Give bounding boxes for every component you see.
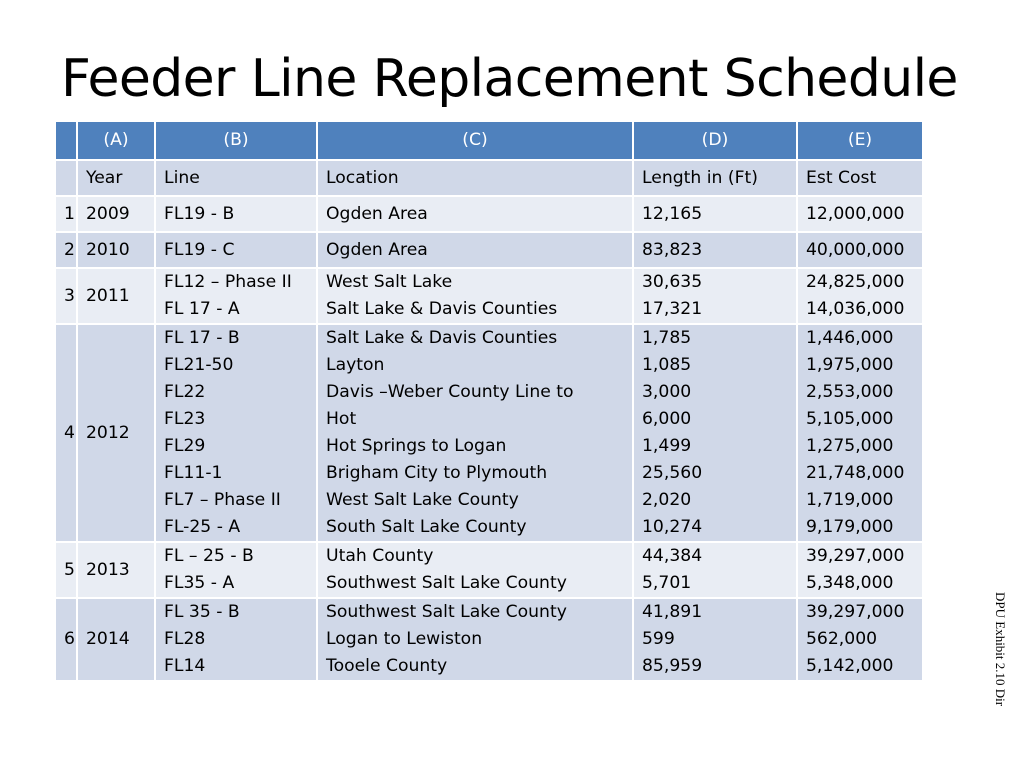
table-row xyxy=(55,598,923,681)
row-number-cell: 6 xyxy=(55,598,77,681)
table-row xyxy=(55,232,923,268)
line-entry: FL11-1 xyxy=(164,463,223,483)
year-cell: 2014 xyxy=(77,598,155,681)
location-entry: Hot xyxy=(326,409,357,429)
location-cell xyxy=(317,268,633,324)
length-cell xyxy=(633,542,797,598)
length-cell xyxy=(633,196,797,232)
length-cell xyxy=(633,324,797,542)
line-entry: FL 17 - A xyxy=(164,299,240,319)
location-entry: Logan to Lewiston xyxy=(326,629,483,649)
length-entry: 17,321 xyxy=(642,299,703,319)
line-cell xyxy=(155,598,317,681)
location-entry: Brigham City to Plymouth xyxy=(326,463,548,483)
length-entry: 12,165 xyxy=(642,203,703,224)
length-entry: 1,499 xyxy=(642,436,692,456)
line-entry: FL14 xyxy=(164,656,206,676)
length-entry: 6,000 xyxy=(642,409,692,429)
cost-entry: 1,719,000 xyxy=(806,490,894,510)
length-entry: 85,959 xyxy=(642,656,703,676)
year-cell: 2012 xyxy=(77,324,155,542)
table-row xyxy=(55,196,923,232)
column-letter-c: (C) xyxy=(317,121,633,160)
schedule-table xyxy=(54,120,924,682)
length-entry: 41,891 xyxy=(642,602,703,622)
line-entry: FL19 - C xyxy=(164,239,235,260)
line-entry: FL21-50 xyxy=(164,355,234,375)
table-header-row xyxy=(55,121,923,160)
length-entry: 10,274 xyxy=(642,517,703,537)
exhibit-label: DPU Exhibit 2.10 Dir xyxy=(993,592,1008,707)
location-entry: West Salt Lake xyxy=(326,272,453,292)
location-cell xyxy=(317,232,633,268)
table-row xyxy=(55,542,923,598)
length-entry: 3,000 xyxy=(642,382,692,402)
line-cell xyxy=(155,542,317,598)
column-name-year: Year xyxy=(77,160,155,196)
line-cell xyxy=(155,196,317,232)
cost-entry: 2,553,000 xyxy=(806,382,894,402)
cost-entry: 21,748,000 xyxy=(806,463,905,483)
line-entry: FL 35 - B xyxy=(164,602,240,622)
length-entry: 2,020 xyxy=(642,490,692,510)
length-entry: 1,085 xyxy=(642,355,692,375)
cost-cell xyxy=(797,196,923,232)
cost-entry: 562,000 xyxy=(806,629,878,649)
column-letter-a: (A) xyxy=(77,121,155,160)
location-cell xyxy=(317,542,633,598)
page-title: Feeder Line Replacement Schedule xyxy=(61,49,958,109)
cost-cell xyxy=(797,324,923,542)
cost-entry: 9,179,000 xyxy=(806,517,894,537)
location-entry: Tooele County xyxy=(326,656,448,676)
cost-entry: 5,105,000 xyxy=(806,409,894,429)
location-entry: Layton xyxy=(326,355,385,375)
cost-entry: 5,348,000 xyxy=(806,573,894,593)
location-entry: Salt Lake & Davis Counties xyxy=(326,328,558,348)
column-letter-e: (E) xyxy=(797,121,923,160)
length-entry: 83,823 xyxy=(642,239,703,260)
location-entry: Davis –Weber County Line to xyxy=(326,382,574,402)
line-entry: FL23 xyxy=(164,409,206,429)
location-cell xyxy=(317,324,633,542)
length-entry: 5,701 xyxy=(642,573,692,593)
length-cell xyxy=(633,232,797,268)
cost-entry: 1,975,000 xyxy=(806,355,894,375)
header-corner-cell xyxy=(55,121,77,160)
row-number-cell: 3 xyxy=(55,268,77,324)
cost-entry: 12,000,000 xyxy=(806,203,905,224)
cost-cell xyxy=(797,542,923,598)
line-entry: FL19 - B xyxy=(164,203,235,224)
line-cell xyxy=(155,268,317,324)
line-entry: FL28 xyxy=(164,629,206,649)
cost-cell xyxy=(797,232,923,268)
column-name-line: Line xyxy=(155,160,317,196)
column-letter-b: (B) xyxy=(155,121,317,160)
year-cell: 2013 xyxy=(77,542,155,598)
line-entry: FL – 25 - B xyxy=(164,546,254,566)
row-number-cell: 2 xyxy=(55,232,77,268)
length-cell xyxy=(633,598,797,681)
line-entry: FL12 – Phase II xyxy=(164,272,292,292)
location-entry: Hot Springs to Logan xyxy=(326,436,507,456)
year-cell: 2010 xyxy=(77,232,155,268)
location-cell xyxy=(317,196,633,232)
column-names-row xyxy=(55,160,923,196)
line-entry: FL35 - A xyxy=(164,573,235,593)
length-cell xyxy=(633,268,797,324)
row-number-cell: 4 xyxy=(55,324,77,542)
cost-entry: 14,036,000 xyxy=(806,299,905,319)
cost-entry: 39,297,000 xyxy=(806,546,905,566)
row-number-cell: 1 xyxy=(55,196,77,232)
row-number-cell xyxy=(55,160,77,196)
line-cell xyxy=(155,324,317,542)
length-entry: 1,785 xyxy=(642,328,692,348)
location-entry: Utah County xyxy=(326,546,434,566)
line-entry: FL-25 - A xyxy=(164,517,241,537)
location-entry: Salt Lake & Davis Counties xyxy=(326,299,558,319)
column-name-length: Length in (Ft) xyxy=(633,160,797,196)
column-name-cost: Est Cost xyxy=(797,160,923,196)
location-entry: Southwest Salt Lake County xyxy=(326,602,567,622)
location-entry: Ogden Area xyxy=(326,239,428,260)
line-entry: FL7 – Phase II xyxy=(164,490,281,510)
location-entry: Ogden Area xyxy=(326,203,428,224)
location-entry: West Salt Lake County xyxy=(326,490,519,510)
length-entry: 44,384 xyxy=(642,546,703,566)
line-entry: FL22 xyxy=(164,382,206,402)
line-cell xyxy=(155,232,317,268)
column-name-location: Location xyxy=(317,160,633,196)
column-letter-d: (D) xyxy=(633,121,797,160)
cost-cell xyxy=(797,598,923,681)
cost-entry: 5,142,000 xyxy=(806,656,894,676)
line-entry: FL29 xyxy=(164,436,206,456)
location-entry: Southwest Salt Lake County xyxy=(326,573,567,593)
location-cell xyxy=(317,598,633,681)
row-number-cell: 5 xyxy=(55,542,77,598)
length-entry: 599 xyxy=(642,629,675,649)
cost-entry: 40,000,000 xyxy=(806,239,905,260)
cost-cell xyxy=(797,268,923,324)
length-entry: 25,560 xyxy=(642,463,703,483)
cost-entry: 39,297,000 xyxy=(806,602,905,622)
table-row xyxy=(55,324,923,542)
location-entry: South Salt Lake County xyxy=(326,517,527,537)
year-cell: 2009 xyxy=(77,196,155,232)
cost-entry: 24,825,000 xyxy=(806,272,905,292)
length-entry: 30,635 xyxy=(642,272,703,292)
cost-entry: 1,275,000 xyxy=(806,436,894,456)
table-row xyxy=(55,268,923,324)
line-entry: FL 17 - B xyxy=(164,328,240,348)
year-cell: 2011 xyxy=(77,268,155,324)
cost-entry: 1,446,000 xyxy=(806,328,894,348)
